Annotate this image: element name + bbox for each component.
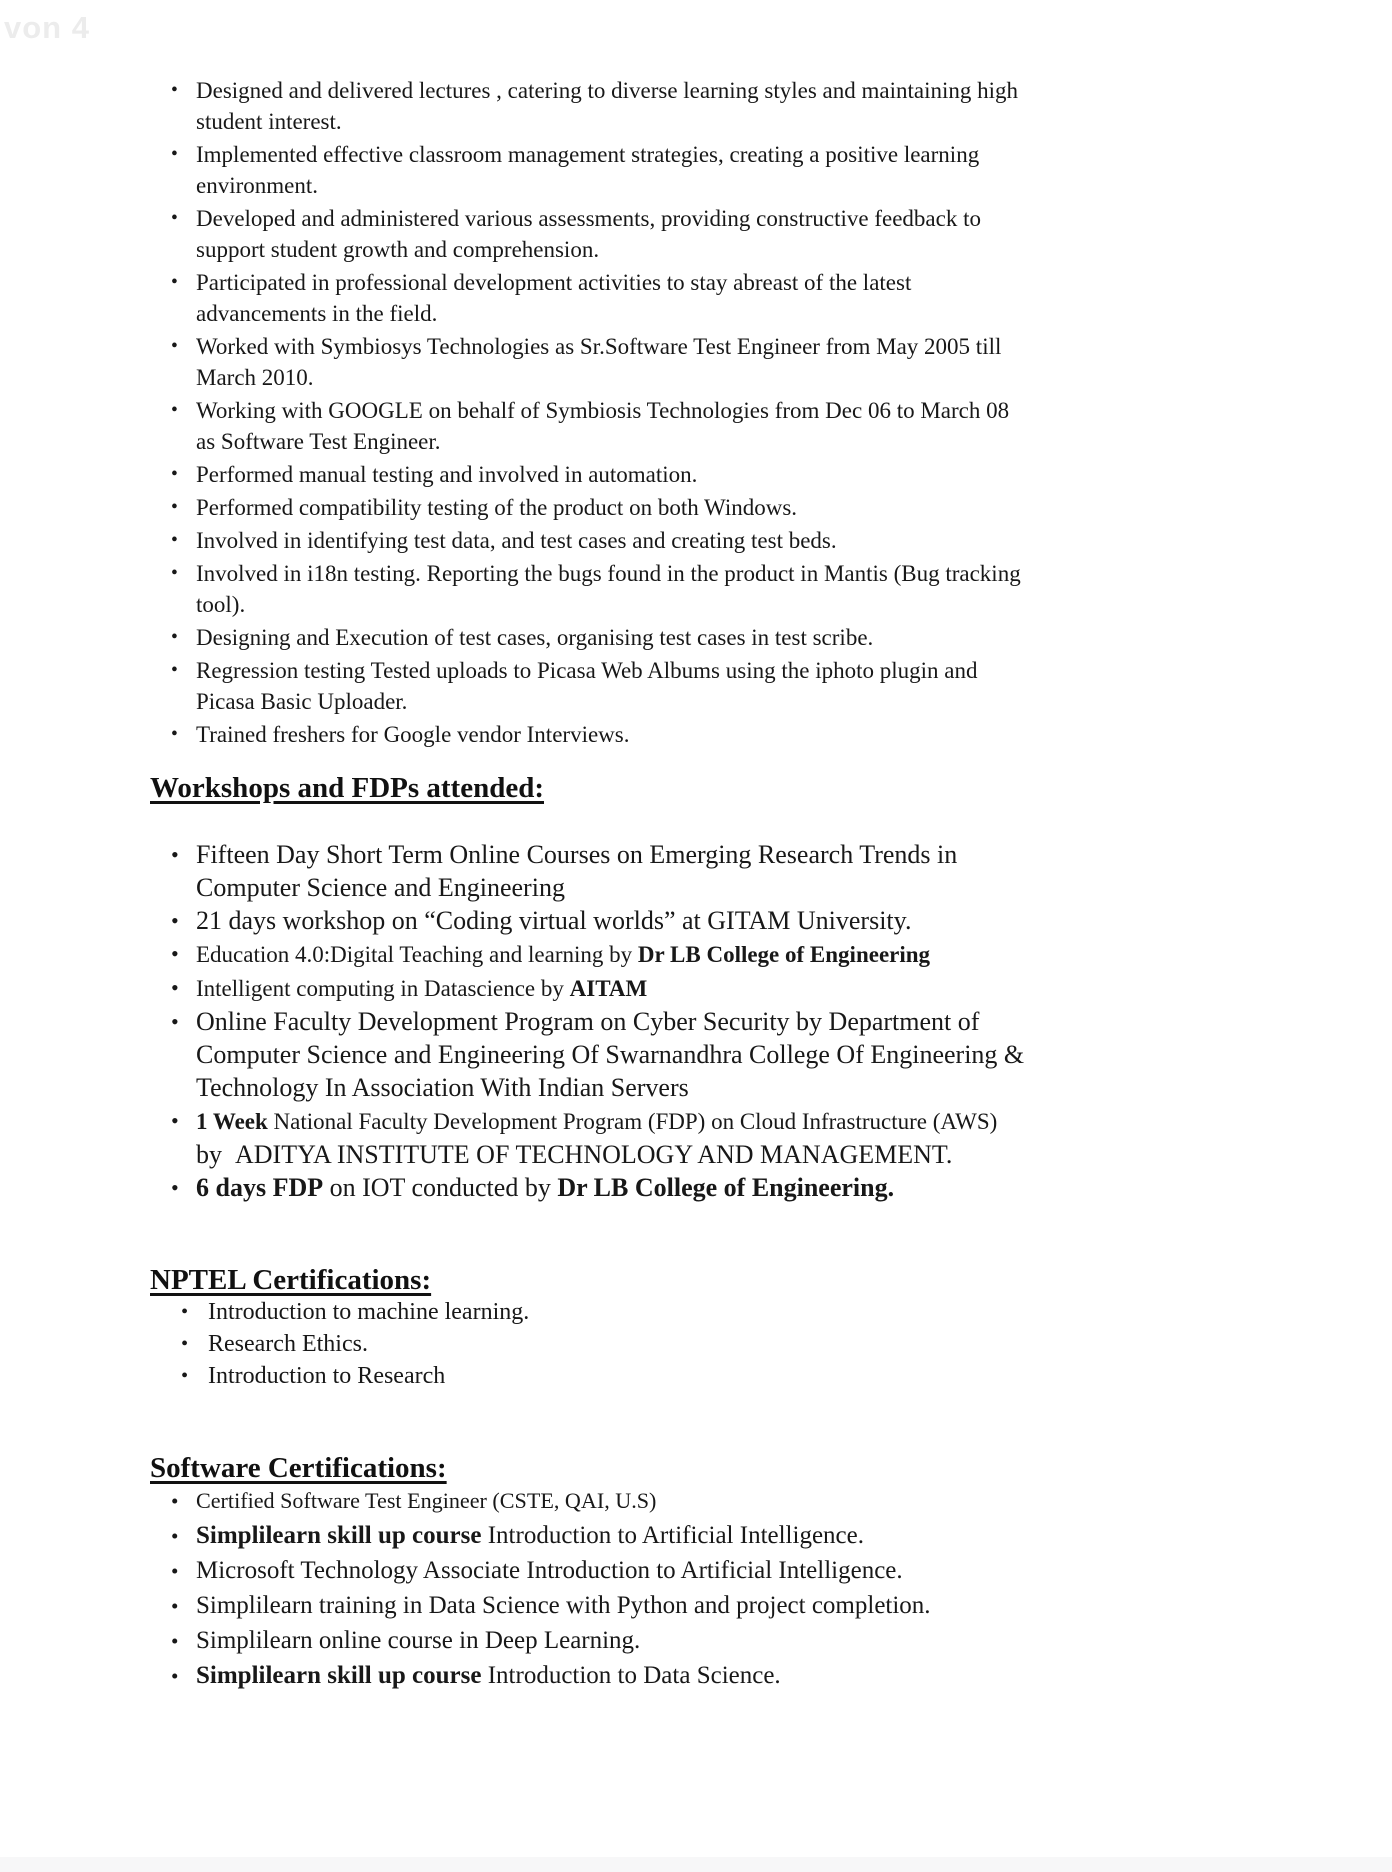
text-segment: Performed compatibility testing of the product on both Windows.: [196, 495, 798, 520]
list-item: [150, 75, 1021, 137]
list-item: [150, 395, 1021, 457]
text-segment: tool).: [196, 592, 246, 617]
list-item: [150, 904, 1024, 937]
nptel-list: [150, 1296, 529, 1392]
list-item: [150, 1589, 931, 1623]
list-item: [150, 1296, 529, 1328]
list-item: [150, 267, 1021, 329]
text-segment: 1 Week: [196, 1108, 274, 1134]
list-item: [150, 1104, 1024, 1171]
bottom-bar: [0, 1857, 1392, 1872]
text-segment: Technology In Association With Indian Servers: [196, 1073, 689, 1102]
text-segment: Simplilearn skill up course: [196, 1522, 482, 1549]
workshops-heading-text: Workshops and FDPs attended:: [150, 772, 544, 804]
workshops-list: [150, 838, 1024, 1204]
text-segment: Research Ethics.: [208, 1331, 368, 1357]
text-segment: Involved in identifying test data, and test cases and creating test beds.: [196, 528, 837, 553]
text-segment: Intelligent computing in Datascience by: [196, 975, 570, 1001]
list-item: [150, 838, 1024, 904]
text-segment: 6 days FDP: [196, 1173, 324, 1202]
list-item: [150, 1171, 1024, 1204]
nptel-heading-text: NPTEL Certifications:: [150, 1264, 432, 1296]
text-segment: environment.: [196, 173, 318, 198]
text-segment: Designing and Execution of test cases, organising test cases in test scribe.: [196, 625, 874, 650]
software-list: [150, 1484, 931, 1694]
text-segment: Picasa Basic Uploader.: [196, 689, 408, 714]
list-item: [150, 1659, 931, 1693]
list-item: [150, 558, 1021, 620]
list-item: [150, 331, 1021, 393]
workshops-heading: [150, 772, 544, 805]
text-segment: Fifteen Day Short Term Online Courses on Emerging Research Trends in: [196, 840, 958, 869]
text-segment: 21 days workshop on “Coding virtual worlds” at GITAM University.: [196, 906, 912, 935]
list-item: [150, 203, 1021, 265]
list-item: [150, 492, 1021, 523]
text-segment: Certified Software Test Engineer (CSTE, QAI, U.S): [196, 1488, 657, 1513]
list-item: [150, 1624, 931, 1658]
text-segment: March 2010.: [196, 365, 314, 390]
list-item: [150, 1484, 931, 1518]
text-segment: Developed and administered various assessments, providing constructive feedback to: [196, 206, 981, 231]
text-segment: National Faculty Development Program (FDP) on Cloud Infrastructure (AWS): [273, 1108, 998, 1134]
text-segment: student interest.: [196, 109, 342, 134]
page-indicator: von 4: [4, 10, 90, 45]
text-segment: Regression testing Tested uploads to Picasa Web Albums using the iphoto plugin and: [196, 658, 978, 683]
text-segment: by ADITYA INSTITUTE OF TECHNOLOGY AND MANAGEMENT.: [196, 1140, 953, 1169]
text-segment: Worked with Symbiosys Technologies as Sr.Software Test Engineer from May 2005 till: [196, 334, 1002, 359]
text-segment: Microsoft Technology Associate Introduction to Artificial Intelligence.: [196, 1557, 903, 1584]
text-segment: Designed and delivered lectures , catering to diverse learning styles and maintaining high: [196, 78, 1018, 103]
list-item: [150, 937, 1024, 971]
text-segment: Computer Science and Engineering: [196, 873, 565, 902]
text-segment: AITAM: [569, 975, 648, 1001]
software-heading-text: Software Certifications:: [150, 1452, 447, 1484]
list-item: [150, 1360, 529, 1392]
list-item: [150, 139, 1021, 201]
text-segment: Working with GOOGLE on behalf of Symbiosis Technologies from Dec 06 to March 08: [196, 398, 1010, 423]
text-segment: advancements in the field.: [196, 301, 438, 326]
text-segment: support student growth and comprehension.: [196, 237, 600, 262]
text-segment: Introduction to Data Science.: [481, 1662, 781, 1689]
text-segment: Implemented effective classroom management strategies, creating a positive learning: [196, 142, 980, 167]
text-segment: as Software Test Engineer.: [196, 429, 441, 454]
text-segment: Online Faculty Development Program on Cyber Security by Department of: [196, 1007, 980, 1036]
experience-list: [150, 75, 1021, 752]
text-segment: Simplilearn skill up course: [196, 1662, 482, 1689]
list-item: [150, 655, 1021, 717]
text-segment: Performed manual testing and involved in automation.: [196, 462, 698, 487]
text-segment: Trained freshers for Google vendor Interviews.: [196, 722, 630, 747]
list-item: [150, 622, 1021, 653]
list-item: [150, 1328, 529, 1360]
list-item: [150, 1519, 931, 1553]
software-heading: [150, 1452, 447, 1485]
list-item: [150, 971, 1024, 1005]
list-item: [150, 1554, 931, 1588]
text-segment: Computer Science and Engineering Of Swarnandhra College Of Engineering &: [196, 1040, 1025, 1069]
text-segment: Introduction to machine learning.: [208, 1299, 530, 1325]
text-segment: Dr LB College of Engineering: [637, 941, 931, 967]
text-segment: Introduction to Research: [208, 1363, 446, 1389]
text-segment: Education 4.0:Digital Teaching and learning by: [196, 941, 638, 967]
text-segment: Involved in i18n testing. Reporting the bugs found in the product in Mantis (Bug tracking: [196, 561, 1021, 586]
text-segment: on IOT conducted by: [323, 1173, 558, 1202]
list-item: [150, 1005, 1024, 1104]
text-segment: Participated in professional development activities to stay abreast of the latest: [196, 270, 912, 295]
list-item: [150, 459, 1021, 490]
text-segment: Introduction to Artificial Intelligence.: [481, 1522, 864, 1549]
list-item: [150, 719, 1021, 750]
list-item: [150, 525, 1021, 556]
nptel-heading: [150, 1264, 431, 1297]
text-segment: Simplilearn training in Data Science with Python and project completion.: [196, 1592, 931, 1619]
text-segment: Simplilearn online course in Deep Learning.: [196, 1627, 641, 1654]
text-segment: Dr LB College of Engineering.: [557, 1173, 895, 1202]
